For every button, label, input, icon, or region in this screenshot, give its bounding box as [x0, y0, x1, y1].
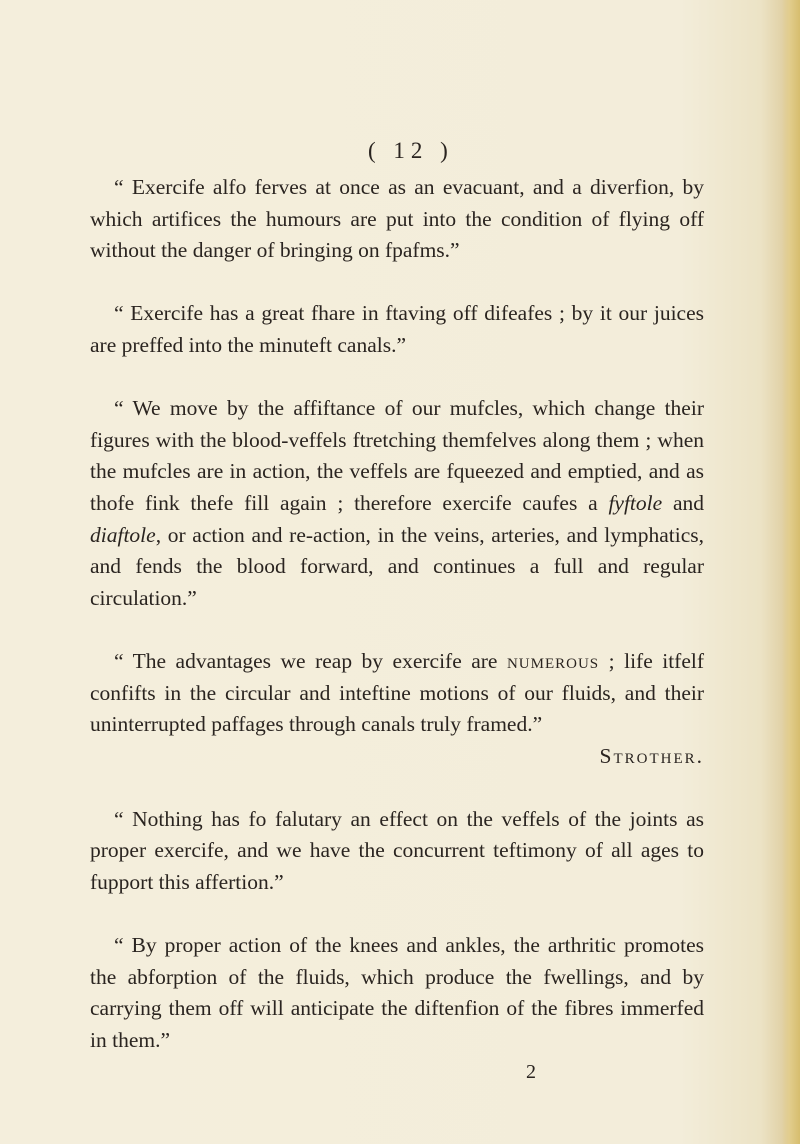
page-number: ( 12 ) [368, 138, 454, 163]
paragraph-4-text-b: ; life itfelf confifts in the circular and inteftine motions of our fluids, and their uninterrupted paffages through canals truly framed.” [90, 648, 705, 737]
paragraph-3-text-c: , or action and re-action, in the veins, arteries, and lymphatics, and fends the blood forward, and continues a full and regular circulation.” [90, 522, 704, 610]
paragraph-3-italic-diastole: diaftole [90, 522, 156, 547]
paragraph-6: “ By proper action of the knees and ankles, the arthritic promotes the abforption of the fluids, which produce the fwellings, and by carrying them off will anticipate the diftenfion of the fibres immerfed in them.” [90, 933, 704, 1053]
paragraph-3-text-a: “ We move by the affiftance of our mufcles, which change their figures with the blood-veffels ftretching themfelves along them ; when the mufcles are in action, the veffels are fqueezed and emptied, and as thofe fink thefe fill again ; therefore exercife caufes a [90, 396, 704, 515]
paragraph-2: “ Exercife has a great fhare in ftaving off difeafes ; by it our juices are preffed into the minuteft canals.” [90, 301, 704, 357]
paragraph-4 [90, 646, 704, 741]
catchword: 2 [526, 1061, 536, 1083]
paragraph-1: “ Exercife alfo ferves at once as an evacuant, and a diverfion, by which artifices the humours are put into the condition of flying off without the danger of bringing on fpafms.” [90, 175, 704, 263]
paragraph-3-text-b: and [662, 490, 704, 515]
paragraph-4-smallcaps: numerous [506, 648, 600, 673]
author-signature: Strother. [599, 743, 704, 768]
paragraph-5: “ Nothing has fo falutary an effect on the veffels of the joints as proper exercife, and we have the concurrent teftimony of all ages to fupport this affertion.” [90, 806, 704, 895]
paragraph-4-text-a: “ The advantages we reap by exercife are [114, 648, 507, 673]
page-edge [782, 0, 800, 1144]
page-body [90, 172, 704, 1057]
paragraph-3-italic-systole: fyftole [608, 490, 663, 515]
paragraph-3 [90, 393, 704, 614]
